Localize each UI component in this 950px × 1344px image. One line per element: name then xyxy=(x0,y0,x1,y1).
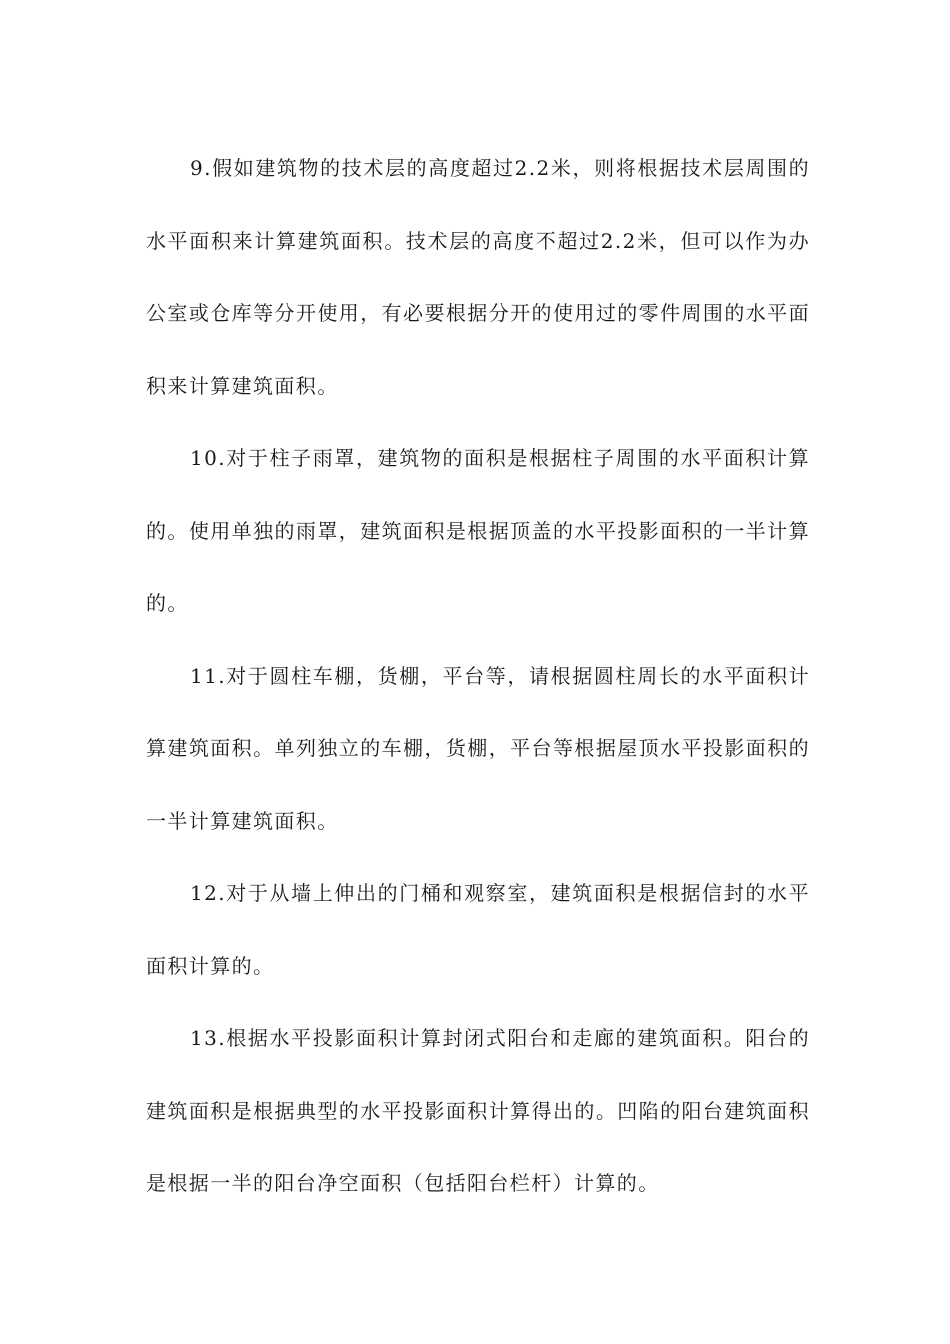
paragraph-item-13: 13.根据水平投影面积计算封闭式阳台和走廊的建筑面积。阳台的建筑面积是根据典型的水平投影面积计算得出的。凹陷的阳台建筑面积是根据一半的阳台净空面积（包括阳台栏杆）计算的。 xyxy=(146,1026,810,1195)
paragraph-item-10: 10.对于柱子雨罩，建筑物的面积是根据柱子周围的水平面积计算的。使用单独的雨罩，建筑面积是根据顶盖的水平投影面积的一半计算的。 xyxy=(146,446,810,615)
paragraph-item-11: 11.对于圆柱车棚，货棚，平台等，请根据圆柱周长的水平面积计算建筑面积。单列独立的车棚，货棚，平台等根据屋顶水平投影面积的一半计算建筑面积。 xyxy=(146,663,810,833)
document-body xyxy=(146,132,810,1220)
paragraph-item-12: 12.对于从墙上伸出的门桶和观察室，建筑面积是根据信封的水平面积计算的。 xyxy=(146,881,810,978)
paragraph-item-9: 9.假如建筑物的技术层的高度超过2.2米，则将根据技术层周围的水平面积来计算建筑面积。技术层的高度不超过2.2米，但可以作为办公室或仓库等分开使用，有必要根据分开的使用过的零件周围的水平面积来计算建筑面积。 xyxy=(146,156,810,398)
